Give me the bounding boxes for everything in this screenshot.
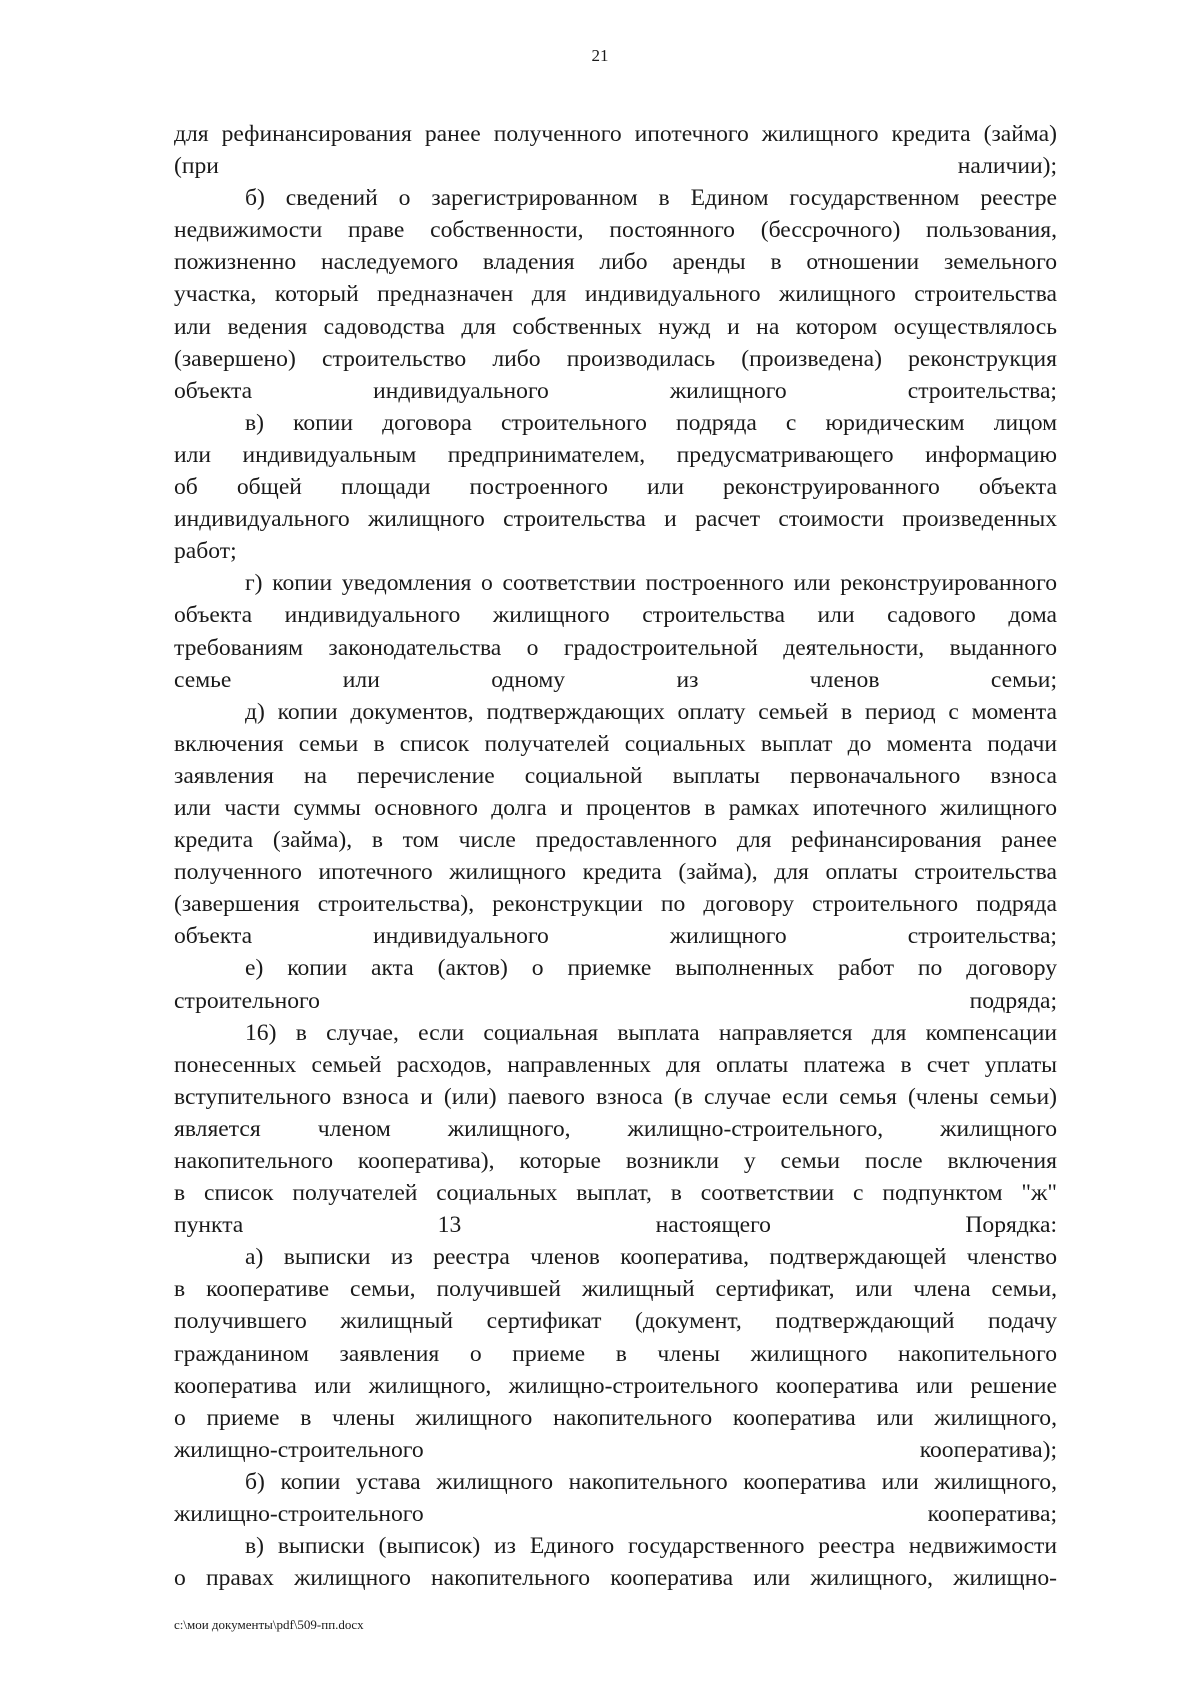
text-line: получившего жилищный сертификат (документ, подтверждающий подачу bbox=[174, 1308, 1057, 1335]
text-line: е) копии акта (актов) о приемке выполненных работ по договору bbox=[245, 955, 1057, 982]
text-line: гражданином заявления о приеме в члены жилищного накопительного bbox=[174, 1340, 1057, 1367]
text-line: г) копии уведомления о соответствии построенного или реконструированного bbox=[245, 570, 1057, 597]
text-line: для рефинансирования ранее полученного ипотечного жилищного кредита (займа) bbox=[174, 121, 1057, 147]
text-line: накопительного кооператива), которые возникли у семьи после включения bbox=[174, 1148, 1057, 1174]
text-line: объекта индивидуального жилищного строительства; bbox=[174, 923, 1057, 950]
text-line: о приеме в члены жилищного накопительного кооператива или жилищного, bbox=[174, 1404, 1057, 1431]
text-line: семье или одному из членов семьи; bbox=[174, 666, 1057, 693]
text-line: требованиям законодательства о градостроительной деятельности, выданного bbox=[174, 634, 1057, 661]
text-line: жилищно-строительного кооператива); bbox=[174, 1436, 1057, 1463]
document-body bbox=[174, 118, 1057, 1594]
text-line: объекта индивидуального жилищного строительства или садового дома bbox=[174, 602, 1057, 629]
text-line: об общей площади построенного или реконструированного объекта bbox=[174, 474, 1057, 501]
text-line: (завершено) строительство либо производилась (произведена) реконструкция bbox=[174, 345, 1057, 372]
text-line: включения семьи в список получателей социальных выплат до момента подачи bbox=[174, 730, 1057, 757]
footer-file-path: c:\мои документы\pdf\509-пп.docx bbox=[174, 1617, 364, 1632]
text-line: 16) в случае, если социальная выплата направляется для компенсации bbox=[245, 1019, 1057, 1046]
text-line: б) копии устава жилищного накопительного кооператива или жилищного, bbox=[245, 1468, 1057, 1495]
text-line: (завершения строительства), реконструкции по договору строительного подряда bbox=[174, 891, 1057, 918]
text-line: в список получателей социальных выплат, в соответствии с подпунктом "ж" bbox=[174, 1180, 1057, 1207]
text-line: или части суммы основного долга и процентов в рамках ипотечного жилищного bbox=[174, 794, 1057, 821]
text-line: в кооперативе семьи, получившей жилищный сертификат, или члена семьи, bbox=[174, 1276, 1057, 1303]
text-line: б) сведений о зарегистрированном в Едином государственном реестре bbox=[245, 185, 1057, 212]
text-line: кредита (займа), в том числе предоставленного для рефинансирования ранее bbox=[174, 827, 1057, 854]
text-line: д) копии документов, подтверждающих оплату семьей в период с момента bbox=[245, 698, 1057, 725]
text-line: кооператива или жилищного, жилищно-строительного кооператива или решение bbox=[174, 1372, 1057, 1399]
text-line: работ; bbox=[174, 538, 237, 565]
text-line: в) копии договора строительного подряда с юридическим лицом bbox=[245, 409, 1057, 436]
page-number: 21 bbox=[591, 46, 609, 65]
text-line: объекта индивидуального жилищного строительства; bbox=[174, 377, 1057, 404]
text-line: полученного ипотечного жилищного кредита (займа), для оплаты строительства bbox=[174, 859, 1057, 886]
text-line: а) выписки из реестра членов кооператива, подтверждающей членство bbox=[245, 1244, 1057, 1271]
text-line: участка, который предназначен для индивидуального жилищного строительства bbox=[174, 281, 1057, 308]
text-line: или индивидуальным предпринимателем, предусматривающего информацию bbox=[174, 441, 1057, 468]
text-line: в) выписки (выписок) из Единого государственного реестра недвижимости bbox=[245, 1533, 1057, 1560]
text-line: пункта 13 настоящего Порядка: bbox=[174, 1212, 1057, 1239]
text-line: или ведения садоводства для собственных нужд и на котором осуществлялось bbox=[174, 313, 1057, 340]
text-line: вступительного взноса и (или) паевого взноса (в случае если семья (члены семьи) bbox=[174, 1083, 1057, 1110]
text-line: строительного подряда; bbox=[174, 987, 1057, 1014]
text-line: понесенных семьей расходов, направленных для оплаты платежа в счет уплаты bbox=[174, 1051, 1057, 1078]
text-line: жилищно-строительного кооператива; bbox=[174, 1501, 1057, 1528]
text-line: является членом жилищного, жилищно-строительного, жилищного bbox=[174, 1115, 1057, 1142]
text-line: заявления на перечисление социальной выплаты первоначального взноса bbox=[174, 762, 1057, 789]
text-line: (при наличии); bbox=[174, 153, 1057, 180]
text-line: недвижимости праве собственности, постоянного (бессрочного) пользования, bbox=[174, 217, 1057, 244]
text-line: пожизненно наследуемого владения либо аренды в отношении земельного bbox=[174, 249, 1057, 276]
text-line: индивидуального жилищного строительства и расчет стоимости произведенных bbox=[174, 506, 1057, 533]
text-line: о правах жилищного накопительного кооператива или жилищного, жилищно- bbox=[174, 1565, 1057, 1592]
